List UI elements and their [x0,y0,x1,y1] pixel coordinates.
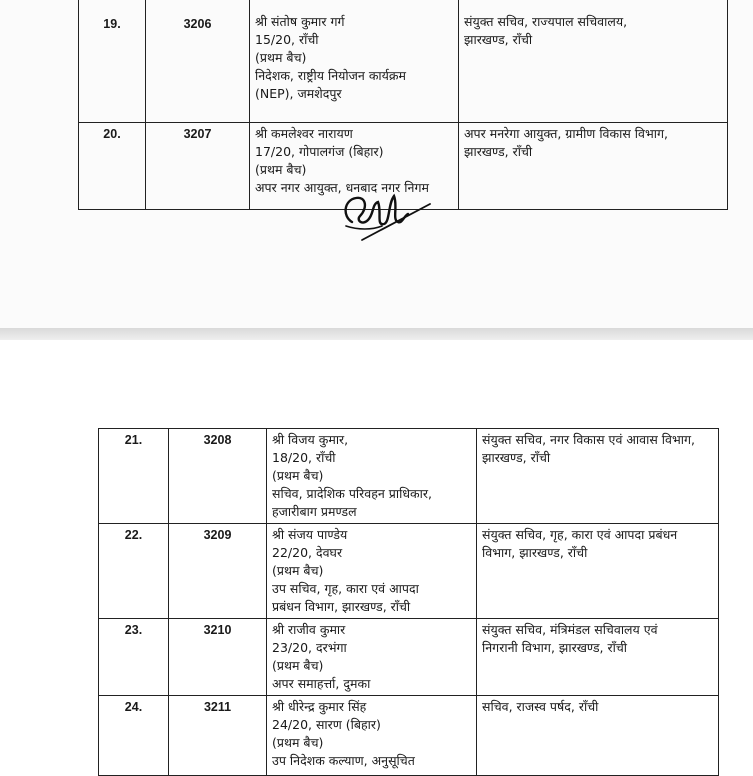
officer-roll: 23/20, दरभंगा [272,640,347,655]
table-row [79,0,728,123]
transfer-table-bottom [98,428,719,776]
posting-line: अपर मनरेगा आयुक्त, ग्रामीण विकास विभाग, [464,126,668,141]
document-page-top [0,0,753,328]
posting-line: संयुक्त सचिव, मंत्रिमंडल सचिवालय एवं [482,622,658,637]
serial-number: 24. [99,696,169,776]
serial-number: 19. [79,0,146,123]
officer-current-post: निदेशक, राष्ट्रीय नियोजन कार्यक्रम [255,68,406,83]
officer-current-post: अपर समाहर्त्ता, दुमका [272,676,371,691]
table-row [99,696,719,776]
officer-batch: (प्रथम बैच) [272,658,324,673]
new-posting [477,619,719,696]
table-row [99,524,719,619]
document-page-bottom [0,340,753,768]
posting-line: सचिव, राजस्व पर्षद, राँची [482,699,599,714]
posting-line: विभाग, झारखण्ड, राँची [482,545,588,560]
new-posting [477,696,719,776]
officer-roll: 24/20, सारण (बिहार) [272,717,381,732]
posting-line: संयुक्त सचिव, गृह, कारा एवं आपदा प्रबंधन [482,527,678,542]
officer-roll: 22/20, देवघर [272,545,343,560]
officer-batch: (प्रथम बैच) [255,162,307,177]
officer-current-post: प्रबंधन विभाग, झारखण्ड, राँची [272,599,411,614]
officer-code: 3209 [169,524,267,619]
officer-details [250,0,459,123]
new-posting [459,0,728,123]
new-posting [459,123,728,210]
posting-line: संयुक्त सचिव, राज्यपाल सचिवालय, [464,14,628,29]
officer-batch: (प्रथम बैच) [272,468,324,483]
officer-name: श्री धीरेन्द्र कुमार सिंह [272,699,367,714]
officer-details [267,696,477,776]
posting-line: झारखण्ड, राँची [464,144,533,159]
officer-code: 3208 [169,429,267,524]
officer-roll: 18/20, राँची [272,450,336,465]
table-row [99,619,719,696]
page-break [0,328,753,340]
officer-details [267,429,477,524]
officer-batch: (प्रथम बैच) [272,735,324,750]
new-posting [477,524,719,619]
serial-number: 20. [79,123,146,210]
transfer-table-top [78,0,728,210]
officer-roll: 17/20, गोपालगंज (बिहार) [255,144,384,159]
officer-code: 3210 [169,619,267,696]
officer-current-post: सचिव, प्रादेशिक परिवहन प्राधिकार, [272,486,432,501]
officer-name: श्री संजय पाण्डेय [272,527,348,542]
serial-number: 23. [99,619,169,696]
table-row [99,429,719,524]
officer-name: श्री संतोष कुमार गर्ग [255,14,345,29]
posting-line: झारखण्ड, राँची [482,450,551,465]
officer-current-post: (NEP), जमशेदपुर [255,86,342,101]
posting-line: निगरानी विभाग, झारखण्ड, राँची [482,640,628,655]
officer-details [267,619,477,696]
officer-code: 3207 [146,123,250,210]
officer-current-post: उप सचिव, गृह, कारा एवं आपदा [272,581,419,596]
posting-line: संयुक्त सचिव, नगर विकास एवं आवास विभाग, [482,432,695,447]
officer-details [267,524,477,619]
officer-batch: (प्रथम बैच) [255,50,307,65]
officer-current-post: उप निदेशक कल्याण, अनुसूचित [272,753,415,768]
serial-number: 22. [99,524,169,619]
officer-batch: (प्रथम बैच) [272,563,324,578]
officer-current-post: हजारीबाग प्रमण्डल [272,504,357,519]
officer-code: 3211 [169,696,267,776]
signature-icon [338,186,436,244]
serial-number: 21. [99,429,169,524]
officer-current-post: अपर नगर आयुक्त, धनबाद नगर निगम [255,180,429,195]
officer-code: 3206 [146,0,250,123]
officer-name: श्री राजीव कुमार [272,622,346,637]
officer-name: श्री विजय कुमार, [272,432,349,447]
officer-roll: 15/20, राँची [255,32,319,47]
posting-line: झारखण्ड, राँची [464,32,533,47]
new-posting [477,429,719,524]
officer-name: श्री कमलेश्वर नारायण [255,126,353,141]
